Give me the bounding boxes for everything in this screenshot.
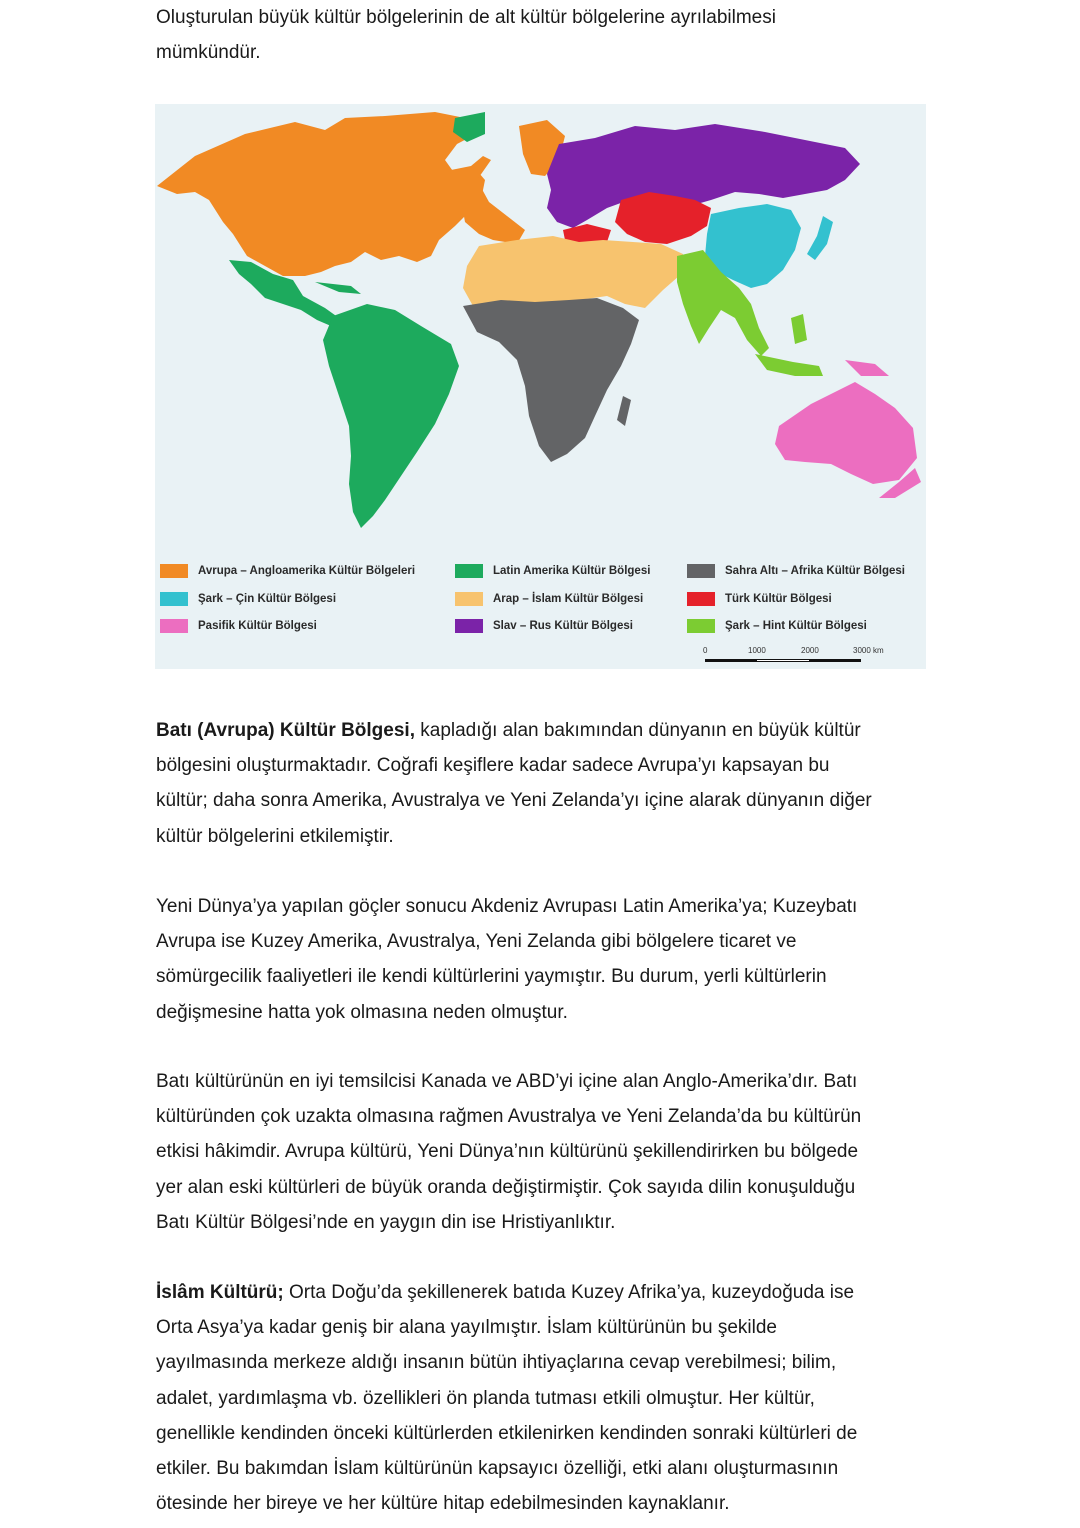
paragraph-line: Yeni Dünya’ya yapılan göçler sonucu Akdeniz Avrupası Latin Amerika’ya; Kuzeybatı xyxy=(156,896,858,917)
paragraph-line: değişmesine hatta yok olmasına neden olmuştur. xyxy=(156,1001,568,1023)
region-south-america xyxy=(323,304,459,528)
scale-segment xyxy=(757,659,809,662)
paragraph-line: sömürgecilik faaliyetleri ile kendi kültürlerini yaymıştır. Bu durum, yerli kültürlerin xyxy=(156,966,827,988)
scale-label: 1000 xyxy=(748,646,766,655)
legend-swatch xyxy=(160,564,188,578)
scale-label: 3000 km xyxy=(853,646,884,655)
legend-swatch xyxy=(687,564,715,578)
paragraph-line: yer alan eski kültürleri de büyük oranda değiştirmiştir. Çok sayıda dilin konuşulduğu xyxy=(156,1176,856,1198)
paragraph-line xyxy=(156,713,936,748)
legend-label: Şark – Hint Kültür Bölgesi xyxy=(725,620,867,632)
legend-label: Slav – Rus Kültür Bölgesi xyxy=(493,620,633,632)
legend-item xyxy=(160,564,415,578)
paragraph-line: adalet, yardımlaşma vb. özellikleri ön planda tutması etkili olmuştur. Her kültür, xyxy=(156,1387,815,1409)
legend-swatch xyxy=(687,619,715,633)
legend-item xyxy=(455,592,643,606)
legend-swatch xyxy=(160,592,188,606)
legend-label: Türk Kültür Bölgesi xyxy=(725,593,832,605)
paragraph-line: kültüründen çok uzakta olmasına rağmen Avustralya ve Yeni Zelanda’da bu kültürün xyxy=(156,1106,862,1128)
scale-segment xyxy=(809,659,861,662)
legend-swatch xyxy=(160,619,188,633)
culture-regions-map xyxy=(155,104,926,669)
paragraph-line: ötesinde her bireye ve her kültüre hitap edebilmesinden kaynaklanır. xyxy=(156,1493,730,1515)
intro-line: Oluşturulan büyük kültür bölgelerinin de alt kültür bölgelerine ayrılabilmesi xyxy=(156,7,776,28)
intro-line: mümkündür. xyxy=(156,42,261,64)
region-arab-islam xyxy=(463,236,683,308)
region-western-europe xyxy=(451,156,525,244)
paragraph-line: Batı kültürünün en iyi temsilcisi Kanada ve ABD’yi içine alan Anglo-Amerika’dır. Batı xyxy=(156,1071,858,1092)
paragraph-heading: İslâm Kültürü; xyxy=(156,1282,284,1303)
map-scale-bar xyxy=(703,644,903,668)
legend-label: Şark – Çin Kültür Bölgesi xyxy=(198,593,337,605)
paragraph-line: Avrupa ise Kuzey Amerika, Avustralya, Yeni Zelanda gibi bölgelere ticaret ve xyxy=(156,931,797,953)
region-japan xyxy=(807,216,833,260)
region-caribbean xyxy=(315,282,361,294)
paragraph-line xyxy=(156,1275,936,1310)
world-map-image xyxy=(155,104,926,644)
scale-label: 2000 xyxy=(801,646,819,655)
paragraph-migration xyxy=(156,889,936,1030)
legend-label: Arap – İslam Kültür Bölgesi xyxy=(493,593,644,605)
legend-swatch xyxy=(455,619,483,633)
legend-swatch xyxy=(455,564,483,578)
paragraph-line: etkiler. Bu bakımdan İslam kültürünün kapsayıcı özelliği, etki alanı oluşturmasının xyxy=(156,1458,839,1480)
paragraph-line: yayılmasında merkeze aldığı insanın bütün ihtiyaçlarına cevap verebilmesi; bilim, xyxy=(156,1352,837,1374)
paragraph-islam-culture xyxy=(156,1275,936,1521)
region-madagascar xyxy=(617,396,631,426)
legend-item xyxy=(687,592,832,606)
paragraph-anglo-america xyxy=(156,1064,936,1240)
legend-swatch xyxy=(687,592,715,606)
paragraph-line: Orta Asya’ya kadar geniş bir alana yayılmıştır. İslam kültürünün bu şekilde xyxy=(156,1317,777,1339)
scale-segment xyxy=(705,659,757,662)
paragraph-heading: Batı (Avrupa) Kültür Bölgesi, xyxy=(156,720,415,741)
region-sub-saharan-africa xyxy=(463,298,639,462)
paragraph-line: kültür; daha sonra Amerika, Avustralya ve Yeni Zelanda’yı içine alarak dünyanın diğer xyxy=(156,790,872,812)
region-anglo-america xyxy=(157,112,485,276)
legend-label: Latin Amerika Kültür Bölgesi xyxy=(493,565,651,577)
legend-item xyxy=(455,564,650,578)
legend-item xyxy=(687,619,867,633)
legend-item xyxy=(160,592,336,606)
legend-label: Sahra Altı – Afrika Kültür Bölgesi xyxy=(725,565,905,577)
legend-label: Pasifik Kültür Bölgesi xyxy=(198,620,317,632)
legend-label: Avrupa – Angloamerika Kültür Bölgeleri xyxy=(198,565,416,577)
paragraph-text: kapladığı alan bakımından dünyanın en büyük kültür xyxy=(414,720,861,741)
paragraph-line: bölgesini oluşturmaktadır. Coğrafi keşiflere kadar sadece Avrupa’yı kapsayan bu xyxy=(156,755,830,777)
legend-item xyxy=(160,619,317,633)
paragraph-text: Orta Doğu’da şekillenerek batıda Kuzey Afrika’ya, kuzeydoğuda ise xyxy=(283,1282,855,1303)
region-new-guinea xyxy=(845,360,889,376)
region-philippines xyxy=(791,314,807,344)
region-pacific xyxy=(775,382,917,484)
paragraph-line: kültür bölgelerini etkilemiştir. xyxy=(156,825,394,847)
paragraph-line: etkisi hâkimdir. Avrupa kültürü, Yeni Dünya’nın kültürünü şekillendirirken bu bölgede xyxy=(156,1141,859,1163)
intro-paragraph xyxy=(156,0,936,70)
paragraph-line: genellikle kendinden önceki kültürlerden etkilenirken kendinden sonraki kültürleri de xyxy=(156,1422,858,1444)
legend-item xyxy=(687,564,905,578)
paragraph-western-culture xyxy=(156,713,936,854)
region-indonesia xyxy=(755,354,823,376)
legend-item xyxy=(455,619,633,633)
paragraph-line: Batı Kültür Bölgesi’nde en yaygın din ise Hristiyanlıktır. xyxy=(156,1211,616,1233)
legend-swatch xyxy=(455,592,483,606)
scale-label: 0 xyxy=(703,646,708,655)
